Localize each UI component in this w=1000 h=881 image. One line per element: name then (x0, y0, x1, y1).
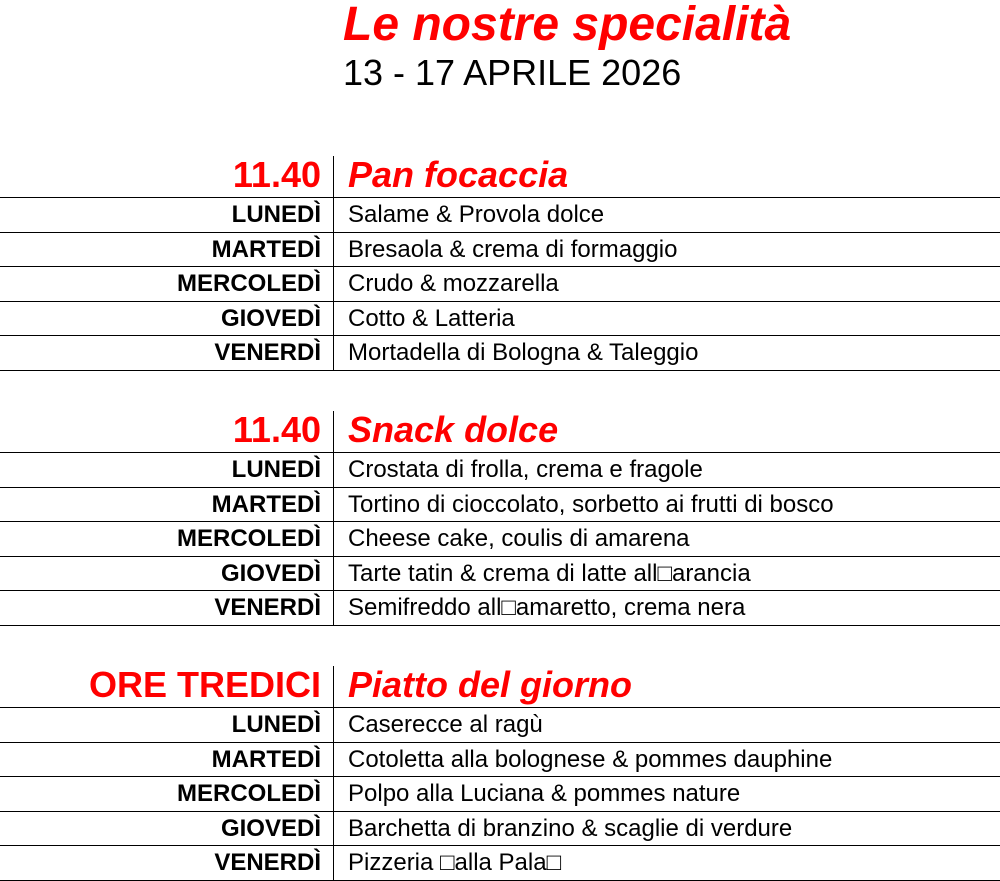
menu-row (0, 846, 1000, 881)
dish-name: Salame & Provola dolce (348, 201, 605, 228)
day-label: MARTEDÌ (211, 745, 321, 773)
column-divider (333, 302, 334, 336)
menu-row (0, 522, 1000, 557)
column-divider (333, 267, 334, 301)
dish-name: Bresaola & crema di formaggio (348, 235, 678, 263)
page-title: Le nostre specialità (343, 0, 792, 51)
dish-name: Semifreddo all□amaretto, crema nera (348, 594, 746, 621)
menu-row (0, 777, 1000, 812)
menu-row (0, 302, 1000, 337)
section-time: 11.40 (232, 154, 321, 195)
day-label: MERCOLEDÌ (177, 780, 321, 807)
dish-name: Crudo & mozzarella (348, 270, 559, 297)
column-divider (333, 411, 334, 452)
menu-row (0, 336, 1000, 371)
menu-section-piatto-del-giorno (0, 660, 1000, 881)
day-label: MERCOLEDÌ (177, 270, 321, 297)
dish-name: Barchetta di branzino & scaglie di verdure (348, 814, 793, 842)
column-divider (333, 336, 334, 370)
menu-table (0, 452, 1000, 626)
day-label: MARTEDÌ (211, 490, 321, 518)
section-title: Pan focaccia (348, 154, 569, 195)
dish-name: Mortadella di Bologna & Taleggio (348, 339, 699, 366)
dish-name: Cotto & Latteria (348, 304, 515, 332)
column-divider (333, 156, 334, 197)
section-header (0, 660, 1000, 707)
menu-row (0, 488, 1000, 523)
column-divider (333, 198, 334, 232)
column-divider (333, 488, 334, 522)
day-label: VENERDÌ (214, 594, 321, 621)
dish-name: Cotoletta alla bolognese & pommes dauphine (348, 745, 833, 773)
dish-name: Pizzeria □alla Pala□ (348, 849, 562, 876)
section-time: ORE TREDICI (88, 664, 321, 705)
date-range: 13 - 17 APRILE 2026 (343, 52, 682, 93)
menu-table (0, 707, 1000, 881)
column-divider (333, 846, 334, 880)
dish-name: Polpo alla Luciana & pommes nature (348, 780, 741, 807)
day-label: MARTEDÌ (211, 235, 321, 263)
column-divider (333, 557, 334, 591)
column-divider (333, 522, 334, 556)
menu-row (0, 453, 1000, 488)
column-divider (333, 743, 334, 777)
section-header (0, 150, 1000, 197)
dish-name: Tarte tatin & crema di latte all□arancia (348, 559, 751, 587)
day-label: GIOVEDÌ (220, 304, 321, 332)
column-divider (333, 666, 334, 707)
menu-row (0, 557, 1000, 592)
menu-table (0, 197, 1000, 371)
menu-row (0, 198, 1000, 233)
menu-row (0, 708, 1000, 743)
dish-name: Caserecce al ragù (348, 711, 543, 738)
menu-row (0, 743, 1000, 778)
column-divider (333, 812, 334, 846)
section-title: Snack dolce (348, 409, 559, 450)
section-title: Piatto del giorno (348, 664, 632, 705)
dish-name: Cheese cake, coulis di amarena (348, 525, 690, 552)
menu-row (0, 233, 1000, 268)
day-label: LUNEDÌ (231, 711, 321, 738)
menu-row (0, 812, 1000, 847)
column-divider (333, 233, 334, 267)
menu-row (0, 267, 1000, 302)
day-label: GIOVEDÌ (220, 559, 321, 587)
day-label: VENERDÌ (214, 339, 321, 366)
day-label: MERCOLEDÌ (177, 525, 321, 552)
column-divider (333, 777, 334, 811)
day-label: LUNEDÌ (231, 456, 321, 483)
day-label: GIOVEDÌ (220, 814, 321, 842)
day-label: LUNEDÌ (231, 201, 321, 228)
day-label: VENERDÌ (214, 849, 321, 876)
column-divider (333, 708, 334, 742)
section-time: 11.40 (232, 409, 321, 450)
dish-name: Crostata di frolla, crema e fragole (348, 456, 703, 483)
menu-section-snack-dolce (0, 405, 1000, 626)
section-header (0, 405, 1000, 452)
menu-section-pan-focaccia (0, 150, 1000, 371)
menu-row (0, 591, 1000, 626)
column-divider (333, 453, 334, 487)
dish-name: Tortino di cioccolato, sorbetto ai frutti di bosco (348, 490, 834, 518)
header (343, 0, 791, 96)
column-divider (333, 591, 334, 625)
